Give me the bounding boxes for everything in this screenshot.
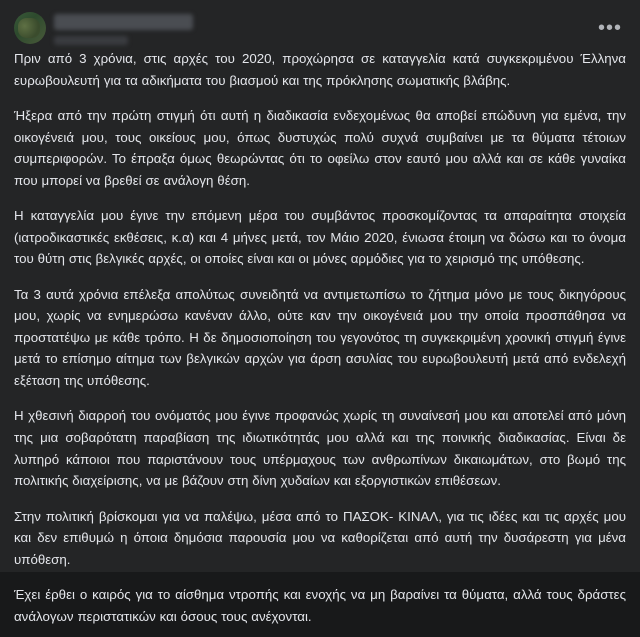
post-paragraph: Τα 3 αυτά χρόνια επέλεξα απολύτως συνειδητά να αντιμετωπίσω το ζήτημα μόνο με τους δικηγόρους μου, χωρίς να ενημερώσω κανέναν άλλο, ούτε καν την οικογένειά μου την οποία προσπάθησα να προστατέψω με κάθε τρόπο. Η δε δημοσιοποίηση του γεγονότος τη συγκεκριμένη χρονική στιγμή έγινε μετά το επίσημο αίτημα των βελγικών αρχών για άρση ασυλίας του ευρωβουλευτή μετά από ενδελεχή εξέταση της υπόθεσης. xyxy=(14,286,626,388)
post-body xyxy=(0,44,640,637)
author-name[interactable]: Μαρία Κουφοπούλου xyxy=(54,14,193,30)
post-paragraph: Η χθεσινή διαρροή του ονόματός μου έγινε προφανώς χωρίς τη συναίνεσή μου και αποτελεί από μόνη της μια σοβαρότατη παραβίαση της ιδιωτικότητάς μου αλλά και της ποινικής διαδικασίας. Είναι δε λυπηρό κάποιοι που παριστάνουν τους υπέρμαχους των ανθρωπίνων δικαιωμάτων, στο βωμό της πολιτικής διαχείρισης, να με βάζουν στη δίνη χυδαίων και εξοργιστικών επιθέσεων. xyxy=(14,408,626,489)
post-timestamp xyxy=(54,36,128,45)
more-options-icon[interactable]: ••• xyxy=(597,17,622,39)
post-paragraph: Πριν από 3 χρόνια, στις αρχές του 2020, προχώρησα σε καταγγελία κατά συγκεκριμένου Έλληνα ευρωβουλευτή για τα αδικήματα του βιασμού και της πρόκλησης σωματικής βλάβης. xyxy=(14,51,626,88)
post-paragraph: Η καταγγελία μου έγινε την επόμενη μέρα του συμβάντος προσκομίζοντας τα απαραίτητα στοιχεία (ιατροδικαστικές εκθέσεις, κ.α) και 4 μήνες μετά, τον Μάιο 2020, ένιωσα έτοιμη να δώσω και το όνομα του θύτη στις βελγικές αρχές, οι οποίες είναι και οι μόνες αρμόδιες για το χειρισμό της υπόθεσης. xyxy=(14,208,626,267)
post-paragraph: Έχει έρθει ο καιρός για το αίσθημα ντροπής και ενοχής να μη βαραίνει τα θύματα, αλλά τους δράστες ανάλογων περιστατικών και όσους τους ανέχονται. xyxy=(14,587,626,624)
post-author-block xyxy=(54,12,594,45)
post-paragraph: Ήξερα από την πρώτη στιγμή ότι αυτή η διαδικασία ενδεχομένως θα αποβεί επώδυνη για εμένα, την οικογένειά μου, τους οικείους μου, όπως δυστυχώς πολύ συχνά συμβαίνει με τα θύματα τέτοιων συμπεριφορών. Το έπραξα όμως θεωρώντας ότι το οφείλω στον εαυτό μου αλλά και σε κάθε γυναίκα που μπορεί να βρεθεί σε ανάλογη θέση. xyxy=(14,108,626,188)
avatar[interactable] xyxy=(14,12,46,44)
post-paragraph: Στην πολιτική βρίσκομαι για να παλέψω, μέσα από το ΠΑΣΟΚ- ΚΙΝΑΛ, για τις ιδέες και τις αρχές μου και δεν επιθυμώ η όποια δημόσια παρουσία μου να καθορίζεται από αυτή την δυσάρεστη για μένα υπόθεση. xyxy=(14,508,626,567)
post-header xyxy=(0,0,640,44)
